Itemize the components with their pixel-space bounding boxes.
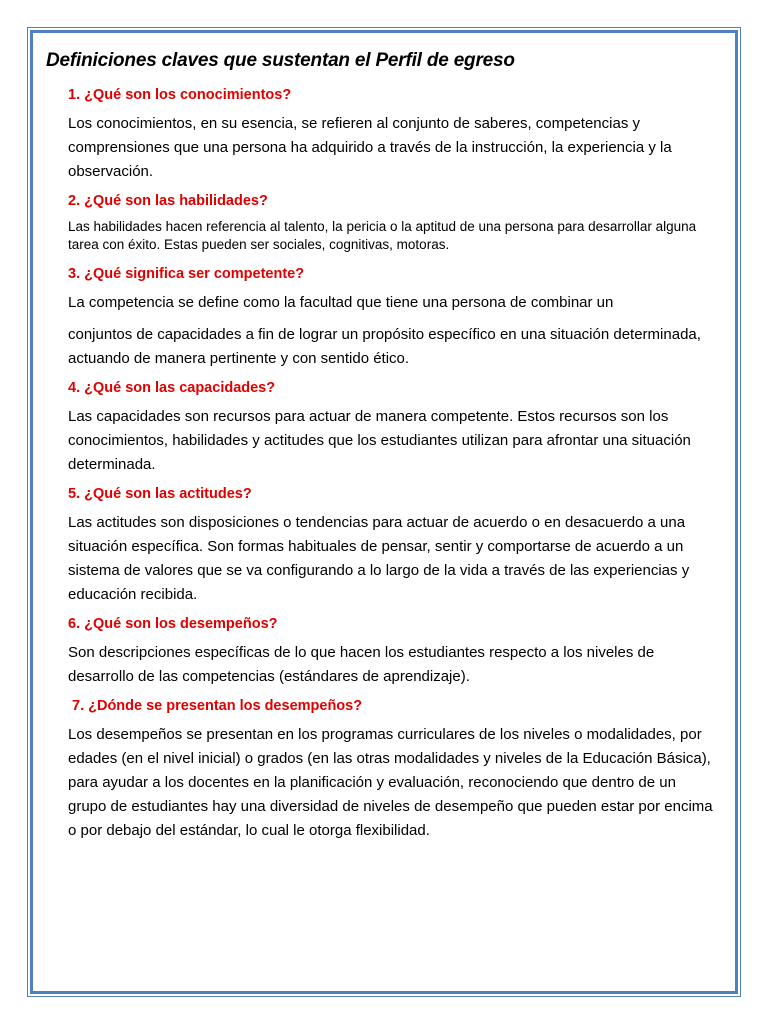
section-paragraph: Son descripciones específicas de lo que hacen los estudiantes respecto a los niveles de desarrollo de las competencias (estándares de aprendizaje). [68, 644, 655, 685]
section-habilidades [46, 193, 726, 254]
document-body [46, 46, 726, 852]
section-heading: 4. ¿Qué son las capacidades? [68, 380, 276, 396]
section-heading: 3. ¿Qué significa ser competente? [68, 266, 305, 282]
section-actitudes [46, 486, 726, 607]
section-competente [46, 266, 726, 371]
section-paragraph: Las capacidades son recursos para actuar de manera competente. Estos recursos son los conocimientos, habilidades y actitudes que los estudiantes utilizan para afrontar una situación determinada. [68, 408, 691, 473]
section-heading: 2. ¿Qué son las habilidades? [68, 193, 268, 209]
section-paragraph: Las actitudes son disposiciones o tendencias para actuar de acuerdo o en desacuerdo a una situación específica. Son formas habituales de pensar, sentir y comportarse de acuerdo a un sistema de valores que se va configurando a lo largo de la vida a través de las experiencias y educación recibida. [68, 514, 690, 603]
section-desempenos [46, 616, 726, 689]
section-capacidades [46, 380, 726, 477]
section-heading: 5. ¿Qué son las actitudes? [68, 486, 252, 502]
section-heading: 7. ¿Dónde se presentan los desempeños? [72, 698, 363, 714]
document-title: Definiciones claves que sustentan el Perfil de egreso [46, 50, 515, 71]
section-paragraph: Los conocimientos, en su esencia, se refieren al conjunto de saberes, competencias y comprensiones que una persona ha adquirido a través de la instrucción, la experiencia y la observación. [68, 115, 672, 180]
section-conocimientos [46, 87, 726, 184]
section-paragraph: Las habilidades hacen referencia al talento, la pericia o la aptitud de una persona para desarrollar alguna tarea con éxito. Estas pueden ser sociales, cognitivas, motoras. [68, 219, 697, 252]
section-paragraph: conjuntos de capacidades a fin de lograr un propósito específico en una situación determinada, actuando de manera pertinente y con sentido ético. [68, 326, 701, 367]
section-heading: 6. ¿Qué son los desempeños? [68, 616, 278, 632]
section-paragraph: La competencia se define como la facultad que tiene una persona de combinar un [68, 294, 614, 311]
section-paragraph: Los desempeños se presentan en los programas curriculares de los niveles o modalidades, por edades (en el nivel inicial) o grados (en las otras modalidades y niveles de la Educación Básica), para ayudar a los docentes en la planificación y evaluación, reconociendo que dentro de un grupo de estudiantes hay una diversidad de niveles de desempeño que pueden estar por encima o por debajo del estándar, lo cual le otorga flexibilidad. [68, 726, 713, 839]
section-donde-desempenos [46, 698, 726, 843]
section-heading: 1. ¿Qué son los conocimientos? [68, 87, 292, 103]
